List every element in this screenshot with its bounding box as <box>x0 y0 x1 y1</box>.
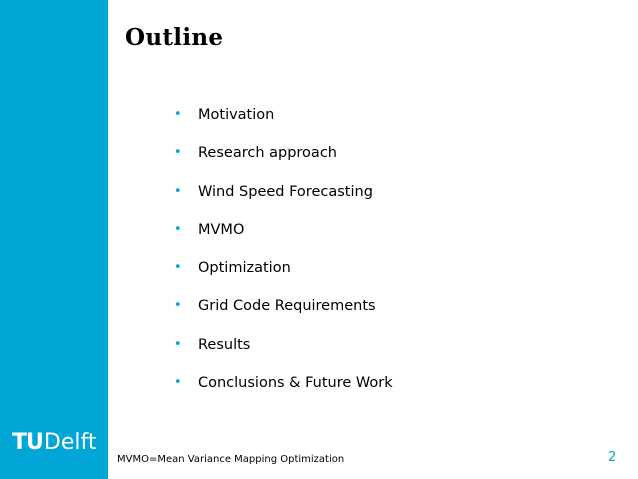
bullet-icon: • <box>174 107 182 122</box>
footnote: MVMO=Mean Variance Mapping Optimization <box>117 454 345 465</box>
tudelft-logo <box>12 430 96 455</box>
list-item <box>174 219 393 257</box>
list-item <box>174 257 393 295</box>
bullet-text: Optimization <box>198 260 291 277</box>
logo-delft: Delft <box>43 430 97 455</box>
list-item <box>174 104 393 142</box>
slide-title: Outline <box>125 24 224 51</box>
list-item <box>174 181 393 219</box>
sidebar-band <box>0 0 108 479</box>
bullet-icon: • <box>174 336 182 352</box>
bullet-icon: • <box>174 260 182 276</box>
list-item <box>174 142 393 180</box>
bullet-text: MVMO <box>198 221 245 238</box>
bullet-icon: • <box>174 183 182 199</box>
bullet-text: Research approach <box>198 145 337 162</box>
bullet-icon: • <box>174 298 182 314</box>
bullet-icon: • <box>174 375 182 391</box>
bullet-icon: • <box>174 221 182 237</box>
outline-list <box>174 104 393 410</box>
logo-tu: TU <box>12 430 43 455</box>
list-item <box>174 295 393 333</box>
bullet-text: Grid Code Requirements <box>198 298 376 315</box>
list-item <box>174 334 393 372</box>
bullet-text: Conclusions & Future Work <box>198 375 393 392</box>
bullet-text: Results <box>198 336 251 353</box>
bullet-icon: • <box>174 145 182 161</box>
bullet-text: Wind Speed Forecasting <box>198 183 373 200</box>
list-item <box>174 372 393 410</box>
page-number: 2 <box>608 450 617 465</box>
bullet-text: Motivation <box>198 107 275 123</box>
